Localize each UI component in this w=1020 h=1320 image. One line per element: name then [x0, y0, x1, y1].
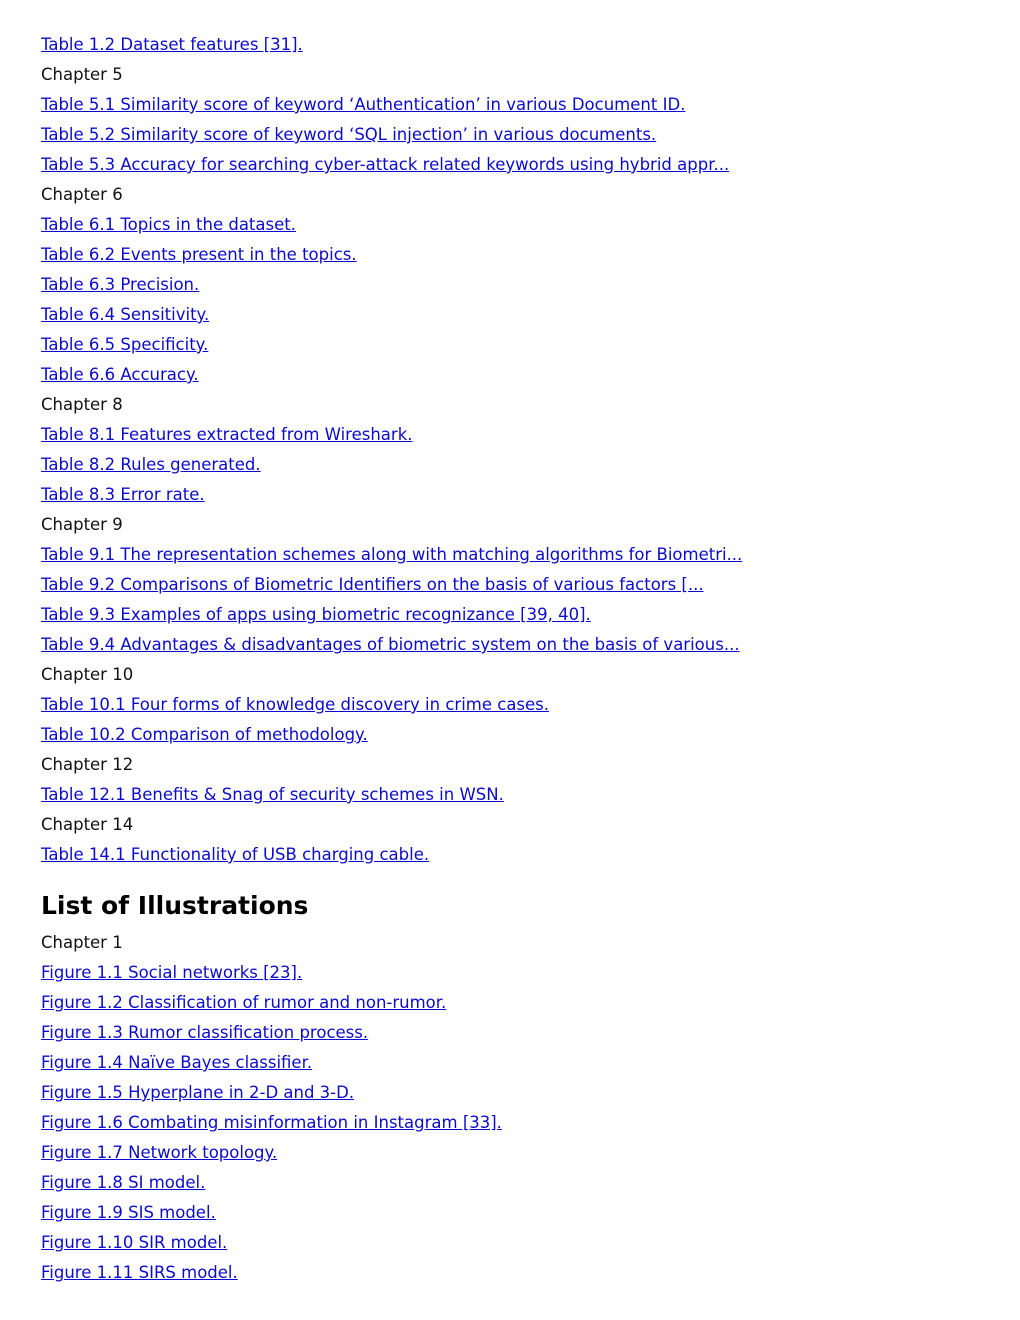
toc-link-table-6-6[interactable]: Table 6.6 Accuracy. — [41, 365, 199, 384]
list-item — [41, 420, 1000, 450]
toc-link-table-8-1[interactable]: Table 8.1 Features extracted from Wireshark. — [41, 425, 413, 444]
list-item — [41, 600, 1000, 630]
toc-link-table-5-1[interactable]: Table 5.1 Similarity score of keyword ‘Authentication’ in various Document ID. — [41, 95, 686, 114]
toc-link-table-9-2[interactable]: Table 9.2 Comparisons of Biometric Identifiers on the basis of various factors [... — [41, 575, 704, 594]
list-item — [41, 1138, 1000, 1168]
toc-link-figure-1-5[interactable]: Figure 1.5 Hyperplane in 2-D and 3-D. — [41, 1083, 355, 1102]
list-item — [41, 150, 1000, 180]
toc-link-table-8-3[interactable]: Table 8.3 Error rate. — [41, 485, 205, 504]
list-item — [41, 330, 1000, 360]
toc-link-table-10-1[interactable]: Table 10.1 Four forms of knowledge discovery in crime cases. — [41, 695, 550, 714]
chapter-label: Chapter 8 — [41, 395, 123, 414]
toc-link-table-9-4[interactable]: Table 9.4 Advantages & disadvantages of biometric system on the basis of various... — [41, 635, 740, 654]
toc-link-figure-1-11[interactable]: Figure 1.11 SIRS model. — [41, 1263, 238, 1282]
list-item — [41, 720, 1000, 750]
list-item — [41, 988, 1000, 1018]
list-item — [41, 240, 1000, 270]
list-item — [41, 1228, 1000, 1258]
list-item — [41, 1258, 1000, 1288]
list-item — [41, 1018, 1000, 1048]
toc-link-figure-1-6[interactable]: Figure 1.6 Combating misinformation in Instagram [33]. — [41, 1113, 502, 1132]
list-item — [41, 480, 1000, 510]
list-item — [41, 690, 1000, 720]
list-item — [41, 958, 1000, 988]
chapter-label: Chapter 12 — [41, 755, 134, 774]
list-of-illustrations — [41, 928, 1000, 1288]
list-item — [41, 120, 1000, 150]
toc-link-table-8-2[interactable]: Table 8.2 Rules generated. — [41, 455, 261, 474]
list-item — [41, 780, 1000, 810]
toc-link-figure-1-4[interactable]: Figure 1.4 Naïve Bayes classifier. — [41, 1053, 313, 1072]
list-item — [41, 270, 1000, 300]
list-item — [41, 360, 1000, 390]
list-item — [41, 1198, 1000, 1228]
chapter-heading — [41, 510, 1000, 540]
toc-link-figure-1-3[interactable]: Figure 1.3 Rumor classification process. — [41, 1023, 369, 1042]
toc-link-table-5-2[interactable]: Table 5.2 Similarity score of keyword ‘SQL injection’ in various documents. — [41, 125, 657, 144]
toc-link-figure-1-9[interactable]: Figure 1.9 SIS model. — [41, 1203, 216, 1222]
chapter-heading — [41, 750, 1000, 780]
toc-link-table-6-4[interactable]: Table 6.4 Sensitivity. — [41, 305, 210, 324]
chapter-label: Chapter 9 — [41, 515, 123, 534]
chapter-label: Chapter 5 — [41, 65, 123, 84]
list-of-illustrations-heading: List of Illustrations — [41, 891, 309, 920]
chapter-heading — [41, 928, 1000, 958]
chapter-label: Chapter 1 — [41, 933, 123, 952]
toc-link-table-6-5[interactable]: Table 6.5 Specificity. — [41, 335, 209, 354]
list-item — [41, 30, 1000, 60]
list-item — [41, 630, 1000, 660]
list-item — [41, 1078, 1000, 1108]
toc-link-figure-1-1[interactable]: Figure 1.1 Social networks [23]. — [41, 963, 303, 982]
chapter-heading — [41, 60, 1000, 90]
list-item — [41, 210, 1000, 240]
toc-link-table-9-1[interactable]: Table 9.1 The representation schemes along with matching algorithms for Biometri... — [41, 545, 743, 564]
chapter-heading — [41, 810, 1000, 840]
chapter-label: Chapter 10 — [41, 665, 134, 684]
list-item — [41, 840, 1000, 870]
toc-link-table-5-3[interactable]: Table 5.3 Accuracy for searching cyber-attack related keywords using hybrid appr... — [41, 155, 730, 174]
toc-link-table-1-2[interactable]: Table 1.2 Dataset features [31]. — [41, 35, 303, 54]
toc-link-table-6-1[interactable]: Table 6.1 Topics in the dataset. — [41, 215, 296, 234]
toc-link-table-9-3[interactable]: Table 9.3 Examples of apps using biometric recognizance [39, 40]. — [41, 605, 591, 624]
list-item — [41, 570, 1000, 600]
chapter-heading — [41, 660, 1000, 690]
list-item — [41, 450, 1000, 480]
chapter-label: Chapter 6 — [41, 185, 123, 204]
list-item — [41, 540, 1000, 570]
list-item — [41, 90, 1000, 120]
list-of-tables — [41, 30, 1000, 870]
list-item — [41, 1168, 1000, 1198]
toc-link-table-10-2[interactable]: Table 10.2 Comparison of methodology. — [41, 725, 368, 744]
chapter-heading — [41, 180, 1000, 210]
list-item — [41, 300, 1000, 330]
toc-link-table-6-2[interactable]: Table 6.2 Events present in the topics. — [41, 245, 357, 264]
list-item — [41, 1108, 1000, 1138]
chapter-heading — [41, 390, 1000, 420]
toc-link-figure-1-8[interactable]: Figure 1.8 SI model. — [41, 1173, 206, 1192]
toc-link-table-6-3[interactable]: Table 6.3 Precision. — [41, 275, 200, 294]
toc-link-figure-1-7[interactable]: Figure 1.7 Network topology. — [41, 1143, 278, 1162]
chapter-label: Chapter 14 — [41, 815, 134, 834]
document-page — [41, 30, 1000, 1288]
toc-link-table-12-1[interactable]: Table 12.1 Benefits & Snag of security schemes in WSN. — [41, 785, 504, 804]
toc-link-table-14-1[interactable]: Table 14.1 Functionality of USB charging cable. — [41, 845, 430, 864]
toc-link-figure-1-2[interactable]: Figure 1.2 Classification of rumor and non-rumor. — [41, 993, 447, 1012]
list-item — [41, 1048, 1000, 1078]
toc-link-figure-1-10[interactable]: Figure 1.10 SIR model. — [41, 1233, 228, 1252]
